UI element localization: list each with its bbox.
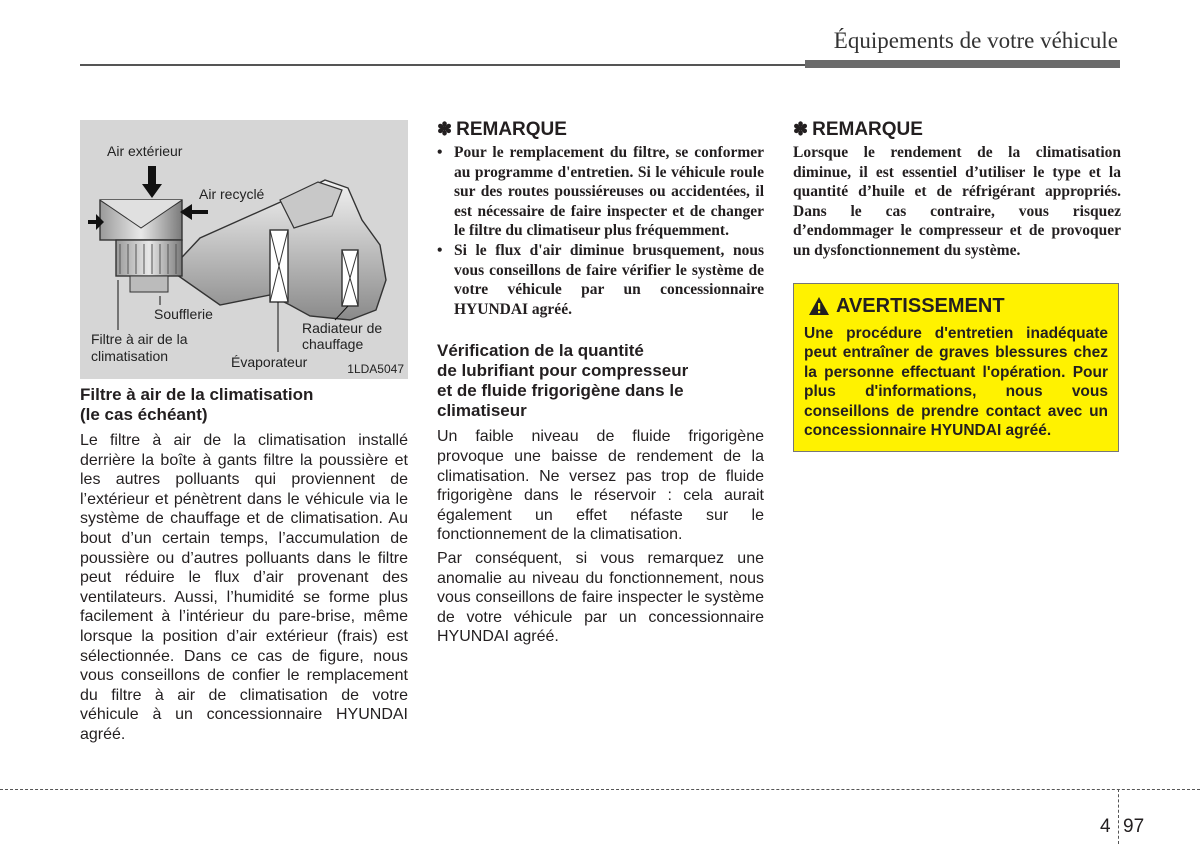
column-middle [437, 118, 764, 647]
lubricant-paragraph-2: Par conséquent, si vous remarquez une anomalie au niveau du fonctionnement, nous vous conseillons de faire inspecter le système de votre véhicule par un concessionnaire HYUNDAI agréé. [437, 549, 764, 646]
footer-divider [1118, 789, 1119, 844]
label-filter-line1: Filtre à air de la [91, 331, 188, 347]
air-filter-diagram [80, 120, 408, 379]
note-title: REMARQUE [812, 119, 923, 140]
warning-header [804, 294, 1108, 318]
heading-line: climatiseur [437, 401, 527, 421]
heading-line: de lubrifiant pour compresseur [437, 361, 689, 381]
footer-rule [0, 789, 1200, 790]
section-heading-air-filter [80, 385, 408, 425]
label-outside-air: Air extérieur [107, 143, 183, 159]
section-heading-lubricant-check [437, 341, 764, 421]
list-item [437, 241, 764, 319]
heading-line: et de fluide frigorigène dans le [437, 381, 684, 401]
asterisk-icon: ✽ [437, 119, 453, 139]
warning-text: Une procédure d'entretien inadéquate peut entraîner de graves blessures chez la personne effectuant l'opération. Pour plus d'informations, nous vous conseillons de prendre contact avec un concessionnaire HYUNDAI agréé. [804, 324, 1108, 440]
warning-triangle-icon [808, 296, 830, 316]
header-rule-accent [805, 60, 1120, 68]
column-left [80, 120, 408, 745]
list-item-text: Pour le remplacement du filtre, se conformer au programme d'entretien. Si le véhicule roule sur des routes poussiéreuses ou accidentées, il est nécessaire de faire inspecter et de changer le filtre du climatiseur plus fréquemment. [454, 144, 764, 240]
note-bullet-list [437, 143, 764, 319]
lubricant-paragraph-1: Un faible niveau de fluide frigorigène provoque une baisse de rendement de la climatisation. Ne versez pas trop de fluide frigorigène dans le réservoir : cela aurait également un effet néfaste sur le fonctionnement de la climatisation. [437, 428, 764, 544]
column-right [793, 118, 1121, 452]
warning-box [793, 283, 1119, 452]
note-text: Lorsque le rendement de la climatisation diminue, il est essentiel d’utiliser le type et la quantité d’huile et de réfrigérant appropriés. Dans le cas contraire, vous risquez d’endommager le compresseur et de provoquer un dysfonctionnement du système. [793, 144, 1121, 259]
page-header-title: Équipements de votre véhicule [833, 28, 1118, 53]
label-blower: Soufflerie [154, 306, 213, 322]
heading-line: Vérification de la quantité [437, 341, 644, 361]
asterisk-icon: ✽ [793, 119, 809, 139]
label-heater-line1: Radiateur de [302, 320, 383, 336]
heading-line: Filtre à air de la climatisation [80, 385, 314, 404]
label-filter-line2: climatisation [91, 348, 169, 364]
note-heading [793, 118, 1121, 141]
page-number: 97 [1123, 816, 1145, 837]
air-filter-paragraph: Le filtre à air de la climatisation installé derrière la boîte à gants filtre la poussière et les autres polluants qui proviennent de l’extérieur et pénètrent dans le véhicule via le système de chauffage et de climatisation. Au bout d’un certain temps, l’accumulation de poussière ou d’autres polluants dans le filtre peut réduire le flux d’air provenant des ventilateurs. Aussi, l’humidité se forme plus facilement à l’intérieur du pare-brise, même lorsque la position d’air extérieur (frais) est sélectionnée. Dans ce cas de figure, nous vous conseillons de confier le remplacement du filtre à air de climatisation de votre véhicule à un concessionnaire HYUNDAI agréé. [80, 432, 408, 743]
label-recirculated-air: Air recyclé [199, 186, 265, 202]
chapter-number: 4 [1100, 816, 1111, 837]
list-item-text: Si le flux d'air diminue brusquement, nous vous conseillons de faire vérifier le système de votre véhicule par un concessionnaire HYUNDAI agréé. [454, 241, 764, 318]
header-rule [80, 64, 805, 66]
heading-line: (le cas échéant) [80, 405, 208, 424]
list-item [437, 143, 764, 241]
bullet-icon: • [437, 241, 443, 259]
note-title: REMARQUE [456, 119, 567, 140]
bullet-icon: • [437, 144, 443, 161]
figure-code: 1LDA5047 [347, 362, 404, 376]
warning-title: AVERTISSEMENT [836, 294, 1005, 317]
label-heater-line2: chauffage [302, 336, 364, 352]
note-heading [437, 118, 764, 141]
label-evaporator: Évaporateur [231, 354, 308, 370]
